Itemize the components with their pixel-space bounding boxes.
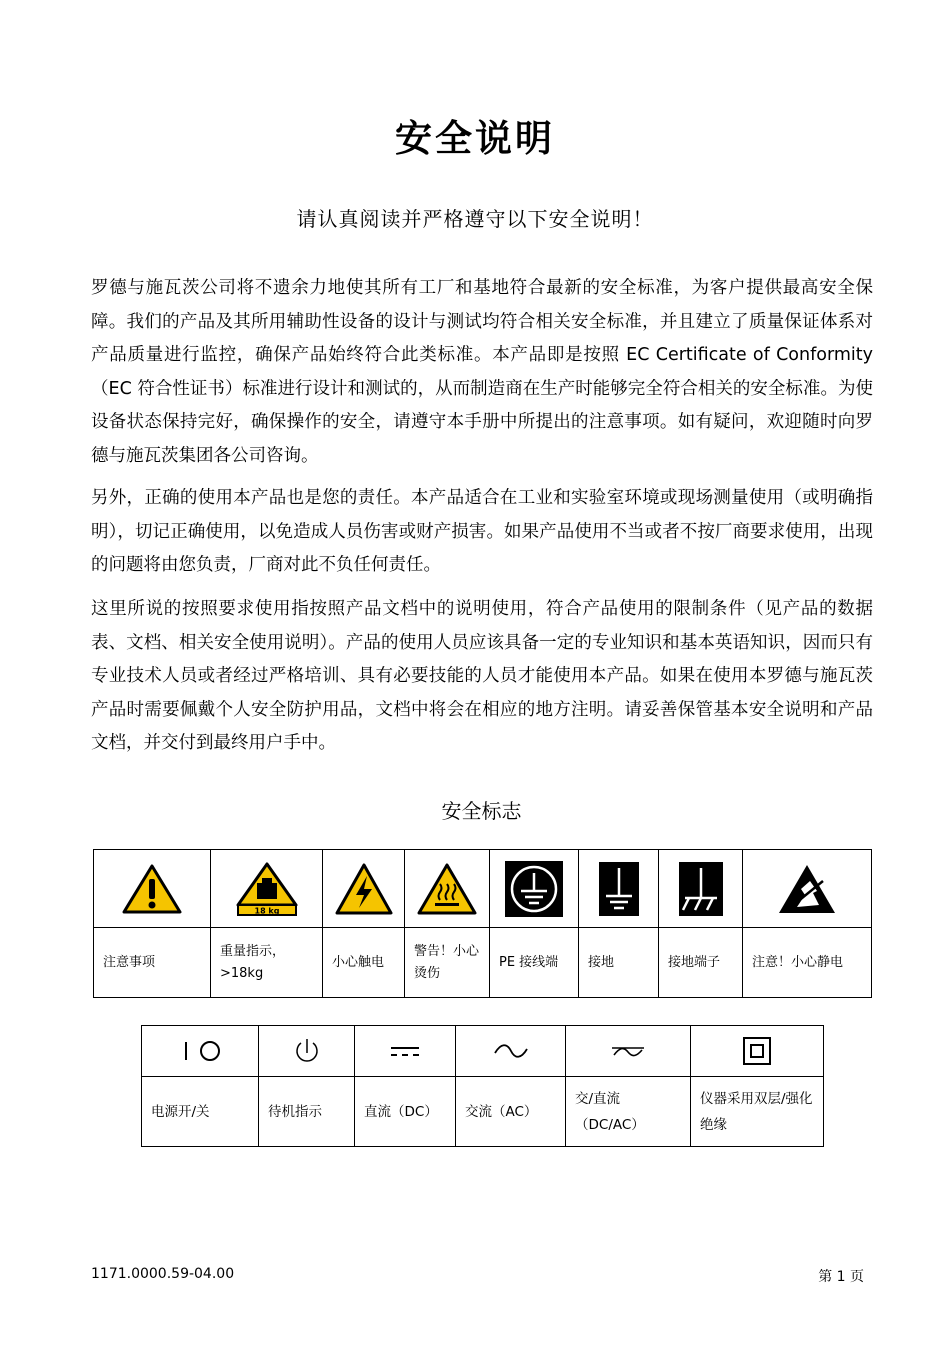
- page-title: 安全说明: [395, 117, 555, 160]
- paragraph-usage: 这里所说的按照要求使用指按照产品文档中的说明使用，符合产品使用的限制条件（见产品的数据表、文档、相关安全使用说明）。产品的使用人员应该具备一定的专业知识和基本英语知识，因而只有专业技术人员或者经过严格培训、具有必要技能的人员才能使用本产品。如果在使用本罗德与施瓦茨产品时需要佩戴个人安全防护用品，文档中将会在相应的地方注明。请妥善保管基本安全说明和产品文档，并交付到最终用户手中。: [91, 599, 873, 753]
- ac-icon: [491, 1041, 531, 1061]
- hot-surface-icon: [416, 862, 478, 916]
- symbol-label: PE 接线端: [490, 928, 579, 998]
- symbol-label: 重量指示，>18kg: [211, 928, 323, 998]
- symbol-label: 警告！小心烫伤: [405, 928, 490, 998]
- symbol-cell: [142, 1026, 259, 1077]
- symbol-label: 交流（AC）: [456, 1077, 566, 1147]
- protective-earth-icon: [505, 861, 563, 917]
- symbol-cell: [405, 850, 490, 928]
- symbol-label: 交/直流（DC/AC）: [566, 1077, 691, 1147]
- paragraph-intro: 罗德与施瓦茨公司将不遗余力地使其所有工厂和基地符合最新的安全标准，为客户提供最高安全保障。我们的产品及其所用辅助性设备的设计与测试均符合相关安全标准，并且建立了质量保证体系对产品质量进行监控，确保产品始终符合此类标准。本产品即是按照 EC Certificate of Conformity（EC 符合性证书）标准进行设计和测试的，从而制造商在生产时能够完全符合相关的安全标准。为使设备状态保持完好，确保操作的安全，请遵守本手册中所提出的注意事项。如有疑问，欢迎随时向罗德与施瓦茨集团各公司咨询。: [91, 278, 873, 466]
- symbol-cell: [691, 1026, 824, 1077]
- symbol-label: 电源开/关: [142, 1077, 259, 1147]
- section-title-safety-symbols: 安全标志: [441, 799, 522, 823]
- chassis-ground-icon: [679, 862, 723, 916]
- symbol-label: 仪器采用双层/强化绝缘: [691, 1077, 824, 1147]
- symbol-cell: [579, 850, 659, 928]
- electric-shock-icon: [334, 862, 394, 916]
- warning-triangle-icon: [121, 863, 183, 915]
- symbol-label: 直流（DC）: [355, 1077, 456, 1147]
- standby-icon: [292, 1037, 322, 1065]
- double-insulation-icon: [742, 1036, 772, 1066]
- symbol-cell: [659, 850, 743, 928]
- symbol-cell: [323, 850, 405, 928]
- safety-symbols-table: [93, 849, 872, 998]
- symbol-cell: [743, 850, 872, 928]
- symbol-label: 接地端子: [659, 928, 743, 998]
- page-number: 第 1 页: [818, 1269, 864, 1285]
- symbol-label: 接地: [579, 928, 659, 998]
- symbol-cell: [94, 850, 211, 928]
- weight-warning-icon: [234, 861, 300, 917]
- symbol-cell: [355, 1026, 456, 1077]
- power-on-off-icon: [170, 1039, 230, 1063]
- esd-warning-icon: [777, 863, 837, 915]
- document-number: 1171.0000.59-04.00: [91, 1266, 235, 1282]
- paragraph-responsibility: 另外，正确的使用本产品也是您的责任。本产品适合在工业和实验室环境或现场测量使用（或明确指明），切记正确使用，以免造成人员伤害或财产损害。如果产品使用不当或者不按厂商要求使用，出现的问题将由您负责，厂商对此不负任何责任。: [91, 488, 873, 575]
- page-subtitle: 请认真阅读并严格遵守以下安全说明！: [296, 207, 654, 231]
- dc-icon: [387, 1041, 423, 1061]
- symbol-label: 待机指示: [259, 1077, 355, 1147]
- symbol-cell: [566, 1026, 691, 1077]
- symbol-cell: [490, 850, 579, 928]
- symbol-label: 小心触电: [323, 928, 405, 998]
- electrical-symbols-table: [141, 1025, 824, 1147]
- weight-icon-text: 18 kg: [254, 906, 279, 915]
- symbol-label: 注意事项: [94, 928, 211, 998]
- symbol-cell: [259, 1026, 355, 1077]
- symbol-cell: [456, 1026, 566, 1077]
- ac-dc-icon: [608, 1041, 648, 1061]
- ground-icon: [599, 862, 639, 916]
- symbol-label: 注意！小心静电: [743, 928, 872, 998]
- symbol-cell: [211, 850, 323, 928]
